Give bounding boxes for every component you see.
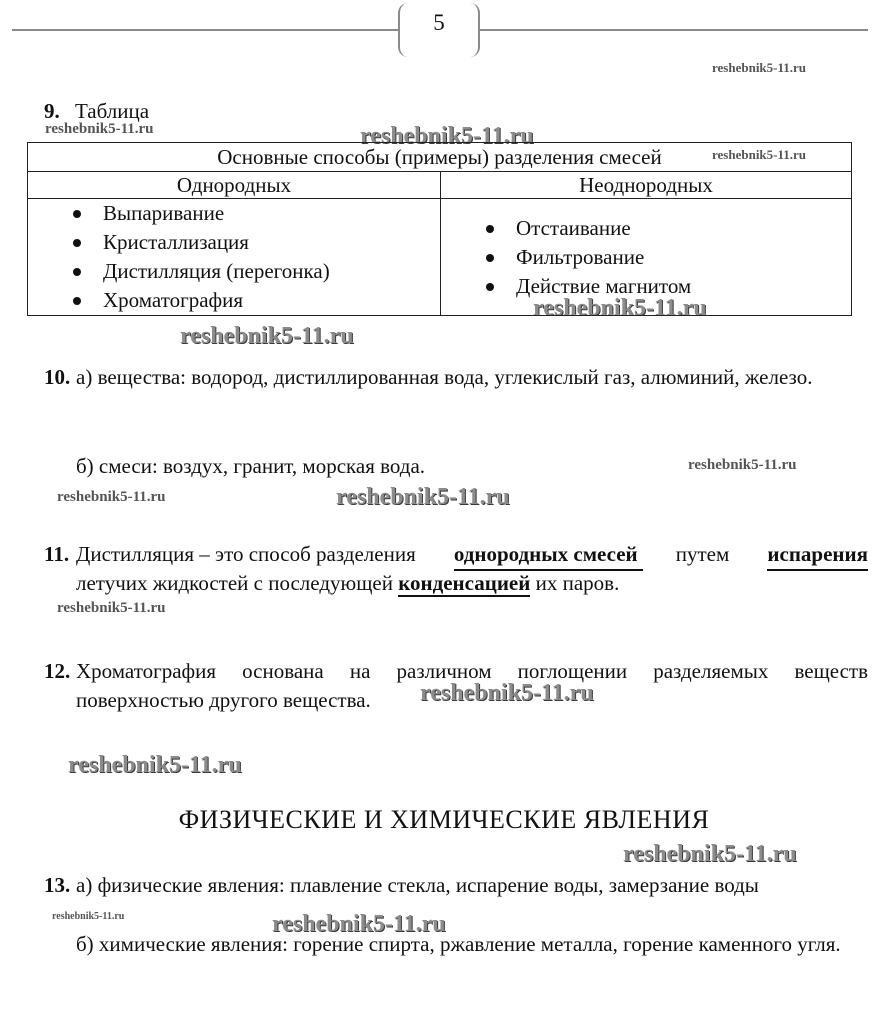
heterogeneous-list <box>441 214 851 301</box>
watermark: reshebnik5-11.ru <box>272 911 446 937</box>
q11-number: 11. <box>44 542 70 566</box>
watermark: reshebnik5-11.ru <box>336 484 510 510</box>
q10-part-a: а) вещества: водород, дистиллированная вода, углекислый газ, алюминий, железо. <box>76 365 813 389</box>
q9-number: 9. <box>44 99 60 123</box>
table-header-homogeneous: Однородных <box>28 172 441 199</box>
q11-text: путем <box>675 542 735 566</box>
list-item: Хроматография <box>103 286 440 315</box>
separation-methods-table <box>27 142 852 316</box>
list-item: Фильтрование <box>516 243 851 272</box>
q11-text: Дистилляция – это способ разделения <box>76 542 421 566</box>
q12-number: 12. <box>44 659 71 683</box>
q10-number: 10. <box>44 365 71 389</box>
page-number: 5 <box>433 10 445 35</box>
watermark: reshebnik5-11.ru <box>623 841 797 867</box>
q9-title: Таблица <box>75 99 150 123</box>
q11-text: их паров. <box>530 571 620 595</box>
watermark: reshebnik5-11.ru <box>712 147 807 162</box>
homogeneous-list <box>28 199 440 315</box>
q13-part-a: а) физические явления: плавление стекла, испарение воды, замерзание воды <box>76 873 759 897</box>
watermark: reshebnik5-11.ru <box>360 123 534 149</box>
watermark: reshebnik5-11.ru <box>57 489 166 505</box>
q13-number: 13. <box>44 873 71 897</box>
q12-text: Хроматография основана на различном поглощении разделяемых веществ поверхностью другого вещества. <box>76 659 868 712</box>
list-item: Действие магнитом <box>516 272 851 301</box>
watermark: reshebnik5-11.ru <box>45 121 154 137</box>
q11-term-evaporation: испарения <box>767 540 868 571</box>
q11-text: летучих жидкостей с последующей <box>76 571 399 595</box>
table-header-heterogeneous: Неоднородных <box>441 172 852 199</box>
watermark: reshebnik5-11.ru <box>712 60 807 75</box>
watermark: reshebnik5-11.ru <box>57 600 166 616</box>
q11-term-condensation: конденсацией <box>398 571 531 595</box>
watermark: reshebnik5-11.ru <box>52 911 125 922</box>
list-item: Выпаривание <box>103 199 440 228</box>
watermark: reshebnik5-11.ru <box>533 295 707 321</box>
list-item: Кристаллизация <box>103 228 440 257</box>
q9-heading <box>44 97 149 126</box>
heterogeneous-cell <box>441 199 852 316</box>
header-rule-right <box>478 29 868 31</box>
q11-line2 <box>76 569 619 598</box>
homogeneous-cell <box>28 199 441 316</box>
header-rule-left <box>12 29 398 31</box>
list-item: Отстаивание <box>516 214 851 243</box>
watermark: reshebnik5-11.ru <box>688 457 797 473</box>
q11-term-homogeneous-mixtures: однородных смесей <box>454 540 643 571</box>
section-heading: ФИЗИЧЕСКИЕ И ХИМИЧЕСКИЕ ЯВЛЕНИЯ <box>178 805 710 834</box>
watermark: reshebnik5-11.ru <box>68 752 242 778</box>
list-item: Дистилляция (перегонка) <box>103 257 440 286</box>
watermark: reshebnik5-11.ru <box>420 680 594 706</box>
table-caption: Основные способы (примеры) разделения смесей <box>28 143 852 172</box>
watermark: reshebnik5-11.ru <box>180 323 354 349</box>
q13-part-b: б) химические явления: горение спирта, ржавление металла, горение каменного угля. <box>76 932 841 956</box>
q11-line1 <box>76 540 868 571</box>
q10-part-b: б) смеси: воздух, гранит, морская вода. <box>76 454 426 478</box>
